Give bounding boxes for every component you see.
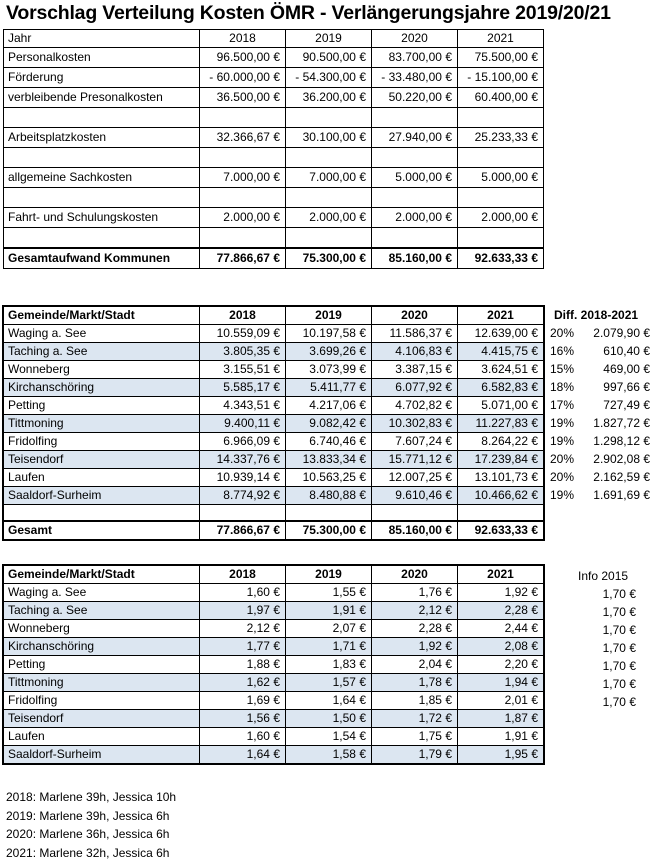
cell-value: 11.227,83 € (458, 415, 544, 433)
cell-value: 5.000,00 € (372, 168, 458, 188)
cell-value: 2020 (372, 566, 458, 584)
cell-value (372, 148, 458, 168)
table-row (4, 397, 544, 415)
diff-amount: 1.298,12 € (593, 433, 650, 448)
cell-value: 30.100,00 € (286, 128, 372, 148)
total-row (4, 521, 544, 540)
cell-value: 11.586,37 € (372, 325, 458, 343)
cell-value: 1,72 € (372, 710, 458, 728)
info-value: 1,70 € (602, 676, 636, 691)
row-label: Kirchanschöring (4, 638, 200, 656)
table-row (4, 469, 544, 487)
cell-value: 3.699,26 € (286, 343, 372, 361)
row-label: Fridolfing (4, 433, 200, 451)
cell-value: 8.264,22 € (458, 433, 544, 451)
row-label: Fridolfing (4, 692, 200, 710)
cell-value: 10.302,83 € (372, 415, 458, 433)
info-header: Info 2015 (578, 568, 629, 583)
row-label: Laufen (4, 728, 200, 746)
row-label: Saaldorf-Surheim (4, 487, 200, 505)
diff-amount: 997,66 € (603, 379, 650, 394)
cell-value (286, 228, 372, 249)
cell-value: - 15.100,00 € (458, 68, 544, 88)
diff-percent: 18% (550, 379, 575, 394)
cell-value: 1,69 € (200, 692, 286, 710)
cell-value: 5.411,77 € (286, 379, 372, 397)
table-row (4, 343, 544, 361)
row-label: Personalkosten (4, 48, 200, 68)
cell-value: 2.000,00 € (372, 208, 458, 228)
diff-percent: 19% (550, 487, 575, 502)
row-label (4, 148, 200, 168)
cell-value: 2,07 € (286, 620, 372, 638)
cell-value: 1,94 € (458, 674, 544, 692)
row-label (4, 108, 200, 128)
cell-value: 1,60 € (200, 728, 286, 746)
diff-percent: 19% (550, 415, 575, 430)
row-label: Laufen (4, 469, 200, 487)
row-label: Gemeinde/Markt/Stadt (4, 566, 200, 584)
cell-value: 2,12 € (372, 602, 458, 620)
table-row (4, 361, 544, 379)
row-label: verbleibende Presonalkosten (4, 88, 200, 108)
cell-value: 6.966,09 € (200, 433, 286, 451)
cell-value: 1,60 € (200, 584, 286, 602)
cell-value: 1,50 € (286, 710, 372, 728)
diff-amount: 727,49 € (603, 397, 650, 412)
cell-value: 2,28 € (372, 620, 458, 638)
diff-amount: 2.902,08 € (593, 451, 650, 466)
cell-value: 3.805,35 € (200, 343, 286, 361)
row-label: Förderung (4, 68, 200, 88)
cell-value: 2.000,00 € (458, 208, 544, 228)
info-value: 1,70 € (602, 604, 636, 619)
table-row (4, 451, 544, 469)
cell-value: 2,01 € (458, 692, 544, 710)
cell-value: 7.607,24 € (372, 433, 458, 451)
cell-value: 1,97 € (200, 602, 286, 620)
table-row (4, 656, 544, 674)
cell-value: 36.500,00 € (200, 88, 286, 108)
table-row (4, 188, 544, 208)
row-label: Saaldorf-Surheim (4, 746, 200, 764)
table-row (4, 325, 544, 343)
table-row (4, 692, 544, 710)
cell-value: 1,91 € (458, 728, 544, 746)
diff-header: Diff. 2018-2021 (554, 307, 639, 322)
table-row (4, 208, 544, 228)
cell-value: 7.000,00 € (286, 168, 372, 188)
table-row (4, 638, 544, 656)
cell-value: 4.702,82 € (372, 397, 458, 415)
cell-value: 1,56 € (200, 710, 286, 728)
table-row (4, 228, 544, 249)
table-row (4, 602, 544, 620)
cell-value: 1,88 € (200, 656, 286, 674)
row-label: Jahr (4, 30, 200, 48)
cell-value: 2020 (372, 307, 458, 325)
cell-value: 2,44 € (458, 620, 544, 638)
diff-amount: 1.827,72 € (593, 415, 650, 430)
diff-percent: 17% (550, 397, 575, 412)
cell-value (458, 228, 544, 249)
cell-value (286, 148, 372, 168)
table-row (4, 674, 544, 692)
diff-percent: 20% (550, 451, 575, 466)
info-value: 1,70 € (602, 658, 636, 673)
cell-value: 5.585,17 € (200, 379, 286, 397)
cell-value: 2.000,00 € (200, 208, 286, 228)
cell-value: 85.160,00 € (372, 248, 458, 269)
cell-value: 1,85 € (372, 692, 458, 710)
empty-cell (458, 505, 544, 522)
cell-value: 92.633,33 € (458, 521, 544, 540)
cell-value: 3.073,99 € (286, 361, 372, 379)
cell-value: 1,95 € (458, 746, 544, 764)
note-line: 2019: Marlene 39h, Jessica 6h (6, 808, 170, 823)
cell-value: 4.217,06 € (286, 397, 372, 415)
cell-value: 10.563,25 € (286, 469, 372, 487)
diff-amount: 2.079,90 € (593, 325, 650, 340)
cell-value: 2018 (200, 30, 286, 48)
row-label: Gesamt (4, 521, 200, 540)
cell-value (458, 108, 544, 128)
cell-value: 27.940,00 € (372, 128, 458, 148)
row-label: Gemeinde/Markt/Stadt (4, 307, 200, 325)
row-label: Wonneberg (4, 361, 200, 379)
cell-value: 2,28 € (458, 602, 544, 620)
cell-value (458, 188, 544, 208)
header-row (4, 566, 544, 584)
diff-percent: 16% (550, 343, 575, 358)
cell-value: 2021 (458, 307, 544, 325)
cell-value: 9.082,42 € (286, 415, 372, 433)
cell-value: 96.500,00 € (200, 48, 286, 68)
cell-value: 1,64 € (286, 692, 372, 710)
row-label: Petting (4, 656, 200, 674)
row-label: allgemeine Sachkosten (4, 168, 200, 188)
cell-value: 17.239,84 € (458, 451, 544, 469)
cell-value: 5.000,00 € (458, 168, 544, 188)
cell-value: 92.633,33 € (458, 248, 544, 269)
row-label: Petting (4, 397, 200, 415)
cell-value: - 54.300,00 € (286, 68, 372, 88)
spacer-row (4, 505, 544, 522)
cell-value (200, 188, 286, 208)
cell-value: 1,62 € (200, 674, 286, 692)
row-label (4, 228, 200, 249)
row-label: Arbeitsplatzkosten (4, 128, 200, 148)
table-row (4, 415, 544, 433)
cell-value: 2021 (458, 566, 544, 584)
cell-value: 9.400,11 € (200, 415, 286, 433)
diff-percent: 15% (550, 361, 575, 376)
row-label: Tittmoning (4, 415, 200, 433)
cell-value: 1,54 € (286, 728, 372, 746)
cell-value: 1,77 € (200, 638, 286, 656)
per-capita-table (3, 565, 544, 764)
note-line: 2021: Marlene 32h, Jessica 6h (6, 845, 170, 860)
cell-value: 1,92 € (372, 638, 458, 656)
header-row (4, 307, 544, 325)
cell-value: 60.400,00 € (458, 88, 544, 108)
info-value: 1,70 € (602, 640, 636, 655)
row-label: Waging a. See (4, 325, 200, 343)
row-label: Wonneberg (4, 620, 200, 638)
cell-value: 50.220,00 € (372, 88, 458, 108)
cell-value: 2021 (458, 30, 544, 48)
table-row (4, 710, 544, 728)
cell-value: 10.939,14 € (200, 469, 286, 487)
table-row (4, 584, 544, 602)
cell-value: 1,58 € (286, 746, 372, 764)
info-value: 1,70 € (602, 694, 636, 709)
cell-value: 1,71 € (286, 638, 372, 656)
cell-value (286, 108, 372, 128)
diff-percent: 20% (550, 469, 575, 484)
page-title: Vorschlag Verteilung Kosten ÖMR - Verlängerungsjahre 2019/20/21 (6, 2, 611, 24)
cell-value: 4.106,83 € (372, 343, 458, 361)
cell-value: 10.466,62 € (458, 487, 544, 505)
table-row (4, 148, 544, 168)
cell-value: 4.343,51 € (200, 397, 286, 415)
note-line: 2018: Marlene 39h, Jessica 10h (6, 790, 177, 804)
cell-value (372, 188, 458, 208)
row-label: Gesamtaufwand Kommunen (4, 248, 200, 269)
cell-value (286, 188, 372, 208)
cell-value: 1,91 € (286, 602, 372, 620)
empty-cell (200, 505, 286, 522)
cell-value: 2018 (200, 566, 286, 584)
table-row (4, 168, 544, 188)
cell-value: 13.833,34 € (286, 451, 372, 469)
cell-value: 12.007,25 € (372, 469, 458, 487)
cell-value: 15.771,12 € (372, 451, 458, 469)
table-row (4, 746, 544, 764)
cell-value: 77.866,67 € (200, 248, 286, 269)
cell-value: 2019 (286, 566, 372, 584)
cell-value: 2,04 € (372, 656, 458, 674)
cell-value: 2019 (286, 30, 372, 48)
cell-value: 6.740,46 € (286, 433, 372, 451)
cell-value: 1,83 € (286, 656, 372, 674)
cell-value: 1,76 € (372, 584, 458, 602)
empty-cell (4, 505, 200, 522)
cell-value: 1,57 € (286, 674, 372, 692)
cell-value: 36.200,00 € (286, 88, 372, 108)
cell-value: 3.155,51 € (200, 361, 286, 379)
cell-value: 83.700,00 € (372, 48, 458, 68)
cell-value: 1,87 € (458, 710, 544, 728)
row-label: Kirchanschöring (4, 379, 200, 397)
cell-value (200, 228, 286, 249)
cell-value: 2.000,00 € (286, 208, 372, 228)
cell-value: 1,55 € (286, 584, 372, 602)
cell-value: 3.387,15 € (372, 361, 458, 379)
empty-cell (286, 505, 372, 522)
cell-value (372, 108, 458, 128)
cell-value (458, 148, 544, 168)
cell-value: 75.300,00 € (286, 521, 372, 540)
row-label: Taching a. See (4, 343, 200, 361)
table-row (4, 728, 544, 746)
table-row (4, 487, 544, 505)
table-row (4, 108, 544, 128)
cell-value: 2,08 € (458, 638, 544, 656)
note-line: 2020: Marlene 36h, Jessica 6h (6, 827, 170, 841)
cell-value: 3.624,51 € (458, 361, 544, 379)
cell-value: 90.500,00 € (286, 48, 372, 68)
cell-value: 12.639,00 € (458, 325, 544, 343)
row-label (4, 188, 200, 208)
cell-value: 8.480,88 € (286, 487, 372, 505)
table-row (4, 379, 544, 397)
cell-value: 6.582,83 € (458, 379, 544, 397)
cell-value: 1,92 € (458, 584, 544, 602)
diff-amount: 1.691,69 € (593, 487, 650, 502)
info-value: 1,70 € (602, 622, 636, 637)
cell-value: 75.500,00 € (458, 48, 544, 68)
cell-value: 25.233,33 € (458, 128, 544, 148)
total-row (4, 248, 544, 269)
row-label: Fahrt- und Schulungskosten (4, 208, 200, 228)
cell-value: 14.337,76 € (200, 451, 286, 469)
cost-table (3, 29, 544, 269)
cell-value: - 60.000,00 € (200, 68, 286, 88)
cell-value: 6.077,92 € (372, 379, 458, 397)
diff-amount: 469,00 € (603, 361, 650, 376)
cell-value: 13.101,73 € (458, 469, 544, 487)
cell-value: 1,64 € (200, 746, 286, 764)
cell-value: 85.160,00 € (372, 521, 458, 540)
diff-amount: 2.162,59 € (593, 469, 650, 484)
table-row (4, 128, 544, 148)
table-row (4, 48, 544, 68)
header-row (4, 30, 544, 48)
row-label: Waging a. See (4, 584, 200, 602)
table-row (4, 433, 544, 451)
table-row (4, 88, 544, 108)
empty-cell (372, 505, 458, 522)
cell-value (200, 148, 286, 168)
table-row (4, 68, 544, 88)
cell-value: 5.071,00 € (458, 397, 544, 415)
cell-value: 1,79 € (372, 746, 458, 764)
row-label: Teisendorf (4, 451, 200, 469)
cell-value: 10.197,58 € (286, 325, 372, 343)
cell-value: 9.610,46 € (372, 487, 458, 505)
cell-value: 2020 (372, 30, 458, 48)
row-label: Teisendorf (4, 710, 200, 728)
row-label: Taching a. See (4, 602, 200, 620)
cell-value: 75.300,00 € (286, 248, 372, 269)
cell-value (372, 228, 458, 249)
distribution-table (3, 306, 544, 540)
info-value: 1,70 € (602, 586, 636, 601)
cell-value: 2018 (200, 307, 286, 325)
row-label: Tittmoning (4, 674, 200, 692)
cell-value: 8.774,92 € (200, 487, 286, 505)
cell-value: 10.559,09 € (200, 325, 286, 343)
diff-percent: 20% (550, 325, 575, 340)
cell-value: - 33.480,00 € (372, 68, 458, 88)
diff-percent: 19% (550, 433, 575, 448)
cell-value (200, 108, 286, 128)
cell-value: 1,78 € (372, 674, 458, 692)
diff-amount: 610,40 € (603, 343, 650, 358)
cell-value: 1,75 € (372, 728, 458, 746)
cell-value: 32.366,67 € (200, 128, 286, 148)
cell-value: 7.000,00 € (200, 168, 286, 188)
table-row (4, 620, 544, 638)
cell-value: 77.866,67 € (200, 521, 286, 540)
cell-value: 4.415,75 € (458, 343, 544, 361)
cell-value: 2,20 € (458, 656, 544, 674)
cell-value: 2019 (286, 307, 372, 325)
cell-value: 2,12 € (200, 620, 286, 638)
